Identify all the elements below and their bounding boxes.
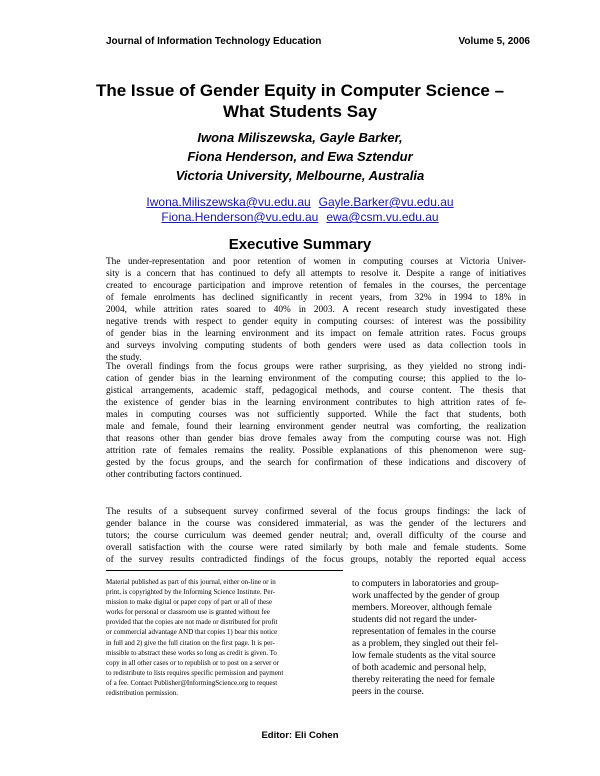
paragraph-line: the study.	[106, 353, 142, 363]
paragraph-line: gistical arrangements, academic staff, pedagogical methods, and course content. The thesis that	[106, 386, 526, 396]
affiliation: Victoria University, Melbourne, Australia	[175, 168, 425, 183]
paragraph-line: as a problem, they singled out their fel-	[352, 639, 499, 649]
paragraph-line: of female enrolments has declined significantly in recent years, from 32% in 1994 to 18% in	[106, 293, 526, 303]
editor-credit: Editor: Eli Cohen	[261, 730, 339, 741]
footnote-line: print, is copyrighted by the Informing Science Institute. Per-	[106, 588, 275, 597]
paragraph-line: members. Moreover, although female	[352, 603, 492, 613]
paragraph-line: tutors; the course curriculum was deemed gender neutral; and, overall difficulty of the course and	[106, 531, 526, 541]
volume-info: Volume 5, 2006	[458, 36, 530, 47]
paragraph-line: and surveys involving computing students of both genders were used as data collection tools in	[106, 341, 526, 351]
footnote-line: works for personal or classroom use is granted without fee	[106, 608, 270, 617]
title-line-2: What Students Say	[223, 102, 377, 121]
footnote-line: provided that the copies are not made or distributed for profit	[106, 618, 278, 627]
footnote-line: copy in all other cases or to republish or to post on a server or	[106, 658, 280, 667]
paragraph-line: work unaffected by the gender of group	[352, 591, 500, 601]
paragraph-line: cation of gender bias in the learning environment of the computing course; this applied to the lo-	[106, 374, 526, 384]
paragraph-line: that reasons other than gender bias drove females away from the computing course was not. High	[106, 434, 526, 444]
footnote-line: or commercial advantage AND that copies 1) bear this notice	[106, 628, 278, 637]
paragraph-line: sity is a concern that has continued to defy all attempts to resolve it. Despite a range of initiatives	[106, 269, 526, 279]
footnote-line: redistribution permission.	[106, 689, 178, 698]
footnote-line: missible to abstract these works so long as credit is given. To	[106, 648, 277, 657]
paragraph-line: of both academic and personal help,	[352, 663, 487, 673]
footnote-divider	[106, 570, 343, 571]
footnote-line: Material published as part of this journal, either on-line or in	[106, 578, 276, 586]
authors-line-2: Fiona Henderson, and Ewa Sztendur	[187, 149, 413, 164]
paragraph-line: male and female, found their learning environment gender neutral was comforting, the realization	[106, 422, 526, 432]
paragraph-3	[106, 506, 526, 566]
footnote-line: mission to make digital or paper copy of part or all of these	[106, 598, 273, 607]
email-link-barker[interactable]: Gayle.Barker@vu.edu.au	[318, 195, 454, 209]
paragraph-line: peers in the course.	[352, 687, 424, 697]
paragraph-1	[106, 256, 526, 364]
paragraph-line: representation of females in the course	[352, 627, 496, 637]
footnote-line: to redistribute to lists requires specific permission and payment	[106, 668, 284, 677]
author-emails	[60, 195, 540, 225]
footnote-text	[106, 577, 343, 698]
journal-name: Journal of Information Technology Education	[106, 36, 322, 47]
email-link-miliszewska[interactable]: Iwona.Miliszewska@vu.edu.au	[146, 195, 311, 209]
footnote-line: of a fee. Contact Publisher@InformingScience.org to request	[106, 678, 278, 687]
paragraph-line: The overall findings from the focus groups were rather surprising, as they yielded no strong indi-	[106, 362, 526, 372]
paragraph-line: to computers in laboratories and group-	[352, 579, 499, 589]
paragraph-line: low female students as the vital source	[352, 651, 496, 661]
paragraph-line: of gender bias in the learning environment and its impact on female attrition rates. Focus groups	[106, 329, 526, 339]
paragraph-line: of the survey results contradicted findings of the focus groups, notably the reported equal access	[106, 555, 526, 565]
paragraph-line: overall satisfaction with the course were rated similarly by both male and female students. Some	[106, 543, 526, 553]
footnote-line: in full and 2) give the full citation on the first page. It is per-	[106, 638, 275, 647]
paragraph-line: attrition rate of females remains the reality. Possible explanations of this phenomenon were sug-	[106, 446, 526, 456]
author-block	[60, 128, 540, 185]
copyright-footnote	[106, 570, 343, 698]
paragraph-line: thereby reiterating the need for female	[352, 675, 495, 685]
paragraph-line: negative trends with respect to gender equity in computing courses: of interest was the possibility	[106, 317, 526, 327]
paragraph-line: students did not regard the under-	[352, 615, 478, 625]
paragraph-line: gender balance in the course was considered immaterial, as was the gender of the lecturers and	[106, 519, 526, 529]
paragraph-line: other contributing factors continued.	[106, 470, 242, 480]
section-heading: Executive Summary	[228, 236, 372, 253]
paper-title	[60, 80, 540, 122]
paragraph-line: the existence of gender bias in the learning environment contributes to high attrition rates of fe-	[106, 398, 526, 408]
email-link-henderson[interactable]: Fiona.Henderson@vu.edu.au	[161, 210, 319, 224]
paragraph-line: The under-representation and poor retention of women in computing courses at Victoria Univer-	[106, 257, 526, 267]
paragraph-line: males in computing courses was not sufficiently supported. While the fact that students, both	[106, 410, 526, 420]
title-line-1: The Issue of Gender Equity in Computer Science –	[95, 81, 505, 100]
authors-line-1: Iwona Miliszewska, Gayle Barker,	[197, 130, 403, 145]
paragraph-line: created to encourage participation and improve retention of females in the courses, the percentage	[106, 281, 526, 291]
paragraph-3-continued	[352, 578, 528, 698]
paragraph-line: 2004, while attrition rates soared to 40% in 2003. A recent research study investigated these	[106, 305, 526, 315]
email-link-sztendur[interactable]: ewa@csm.vu.edu.au	[326, 210, 439, 224]
paragraph-line: The results of a subsequent survey confirmed several of the focus groups findings: the lack of	[106, 507, 526, 517]
paragraph-line: gested by the focus groups, and the search for confirmation of these indications and discovery of	[106, 458, 526, 468]
paragraph-2	[106, 361, 526, 481]
